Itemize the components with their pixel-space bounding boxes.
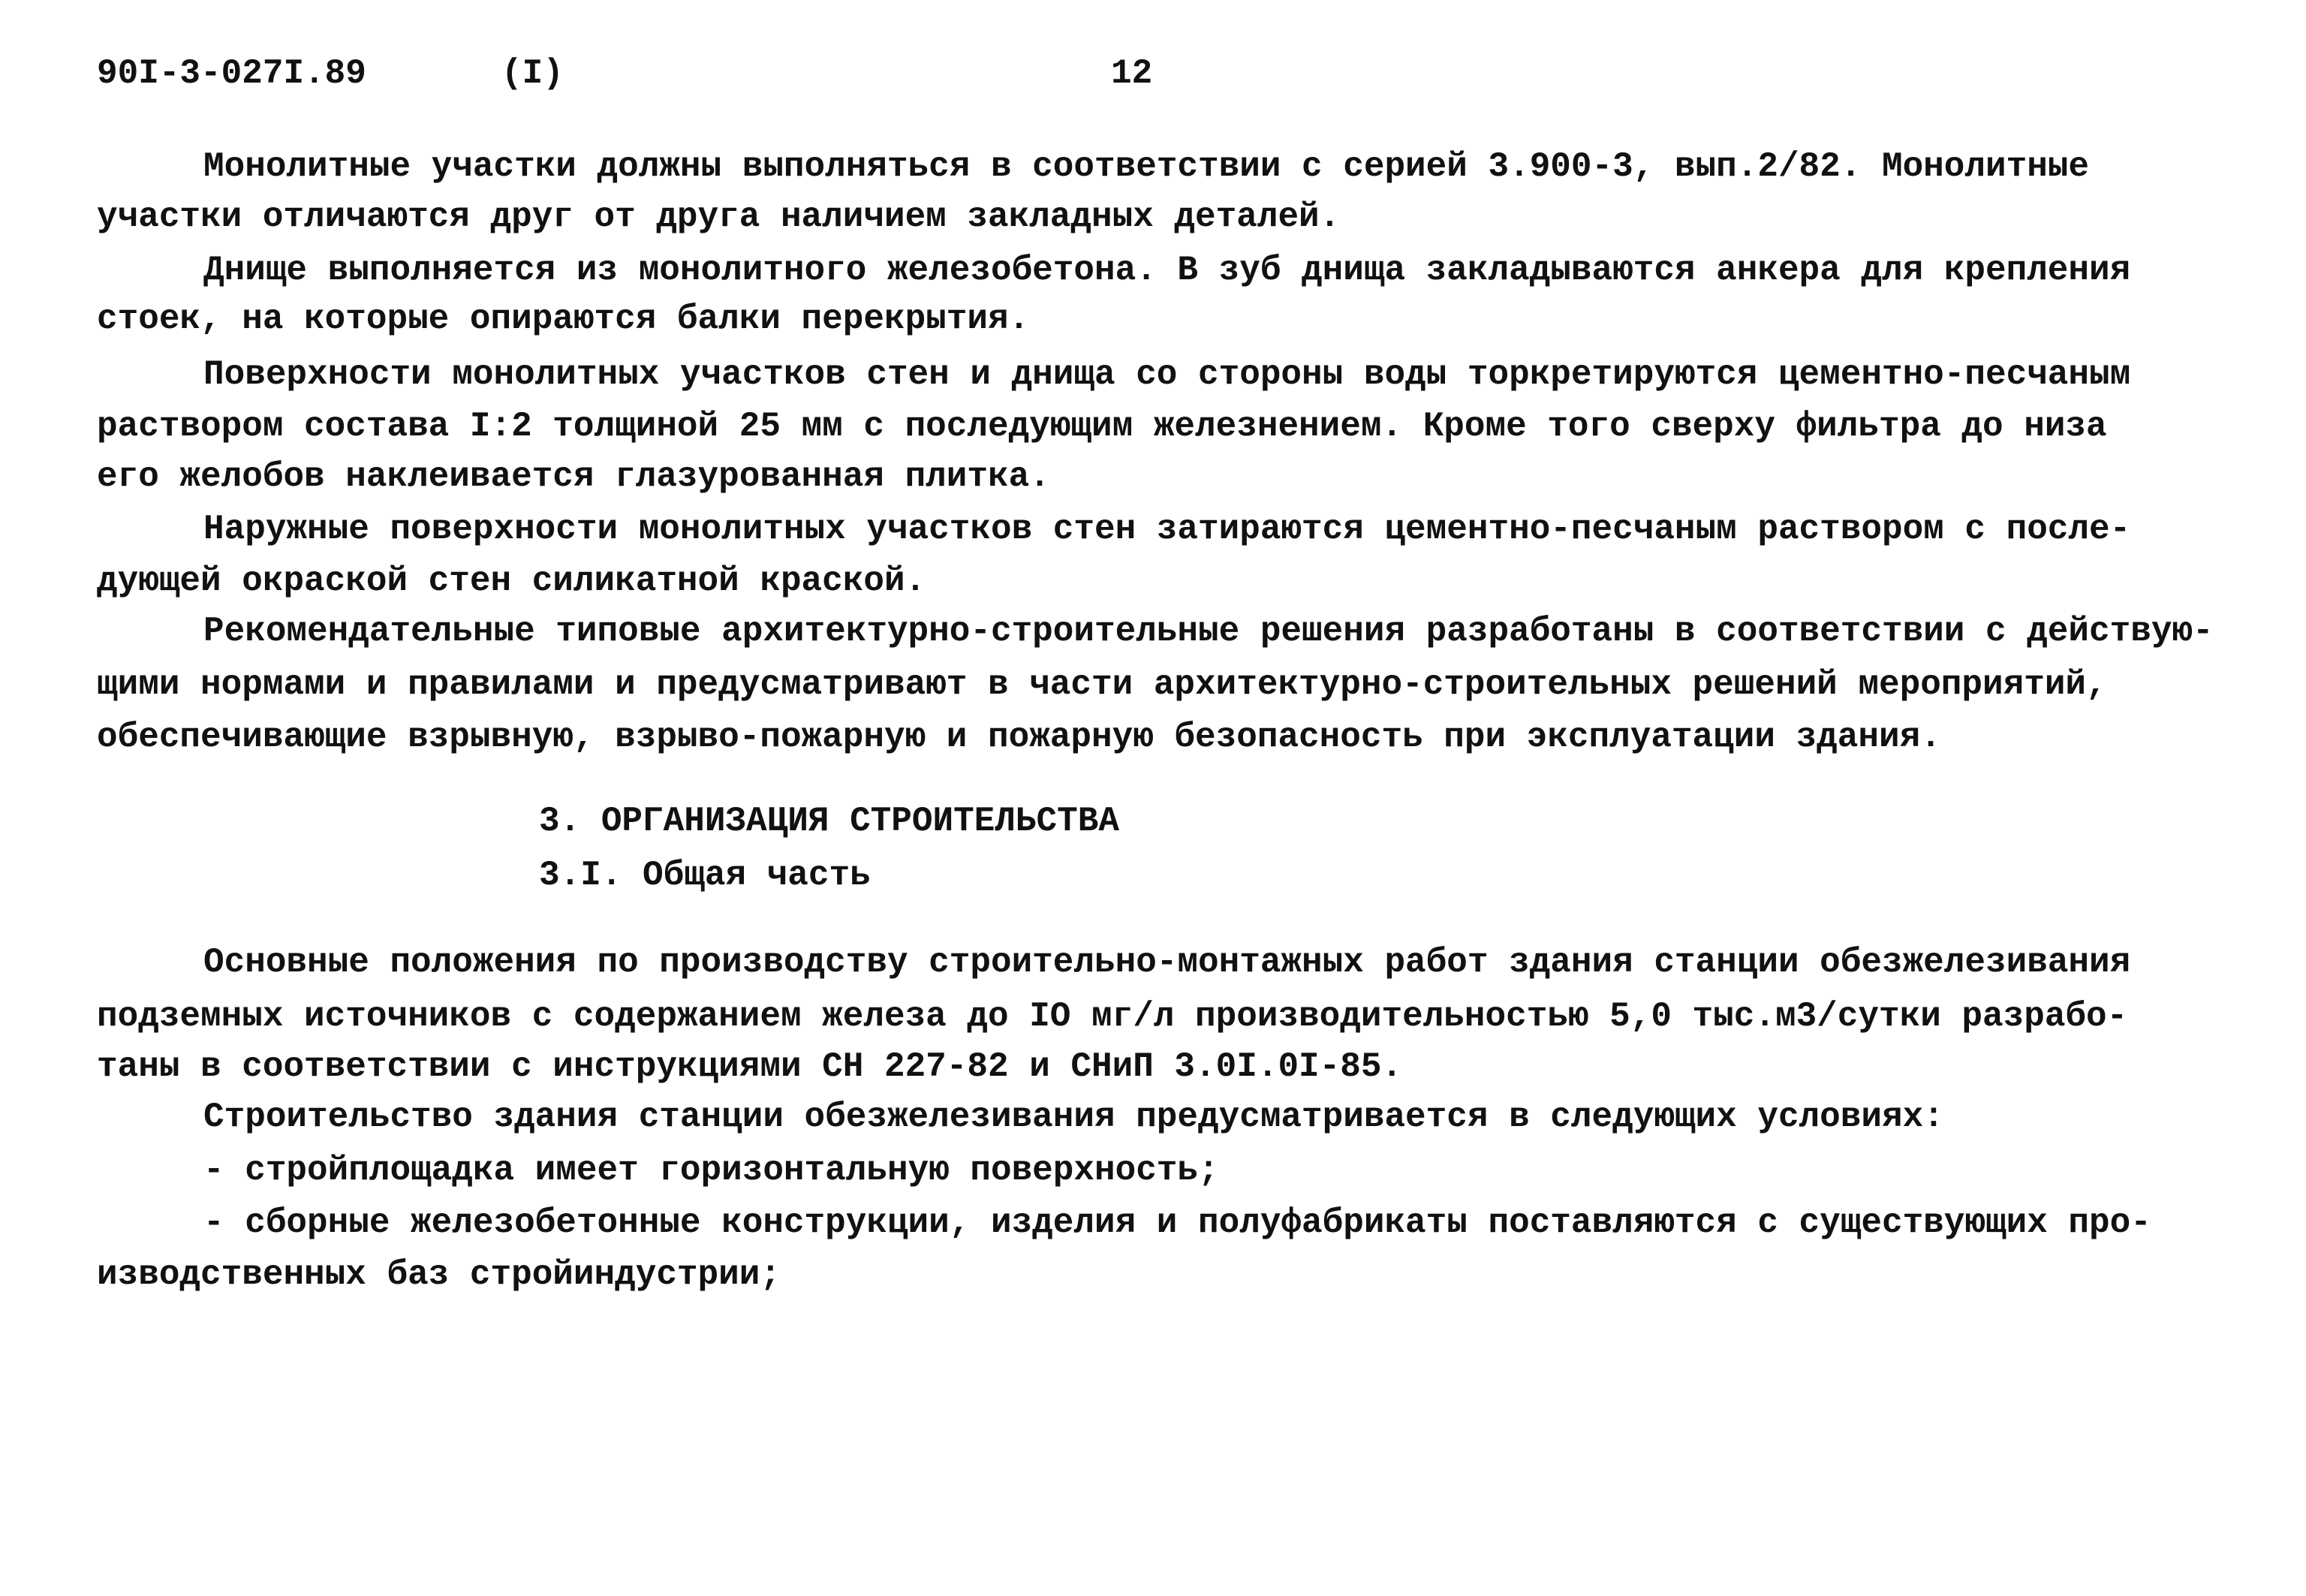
text-line: его желобов наклеивается глазурованная плитка.: [97, 457, 1050, 496]
list-item: - сборные железобетонные конструкции, изделия и полуфабрикаты поставляются с существующих про-: [203, 1203, 2151, 1242]
text-line: раствором состава I:2 толщиной 25 мм с последующим железнением. Кроме того сверху фильтра до низа: [97, 407, 2107, 446]
text-line: Строительство здания станции обезжелезивания предусматривается в следующих условиях:: [203, 1098, 1944, 1137]
text-line: Днище выполняется из монолитного железобетона. В зуб днища закладываются анкера для крепления: [203, 251, 2131, 290]
section-title: 3. ОРГАНИЗАЦИЯ СТРОИТЕЛЬСТВА: [539, 802, 1119, 841]
text-line: Поверхности монолитных участков стен и днища со стороны воды торкретируются цементно-песчаным: [203, 355, 2131, 394]
text-line: подземных источников с содержанием железа до IO мг/л производительностью 5,0 тыс.м3/сутки разрабо-: [97, 997, 2128, 1036]
text-line: Рекомендательные типовые архитектурно-строительные решения разработаны в соответствии с действую-: [203, 612, 2214, 651]
text-line: изводственных баз стройиндустрии;: [97, 1255, 781, 1294]
text-line: стоек, на которые опираются балки перекрытия.: [97, 300, 1030, 339]
list-item: - стройплощадка имеет горизонтальную поверхность;: [203, 1151, 1219, 1190]
text-line: Монолитные участки должны выполняться в соответствии с серией 3.900-3, вып.2/82. Монолитные: [203, 147, 2090, 186]
text-line: Основные положения по производству строительно-монтажных работ здания станции обезжелезивания: [203, 943, 2131, 982]
sheet-number: (I): [501, 54, 564, 93]
document-code: 90I-3-027I.89: [97, 54, 366, 93]
text-line: обеспечивающие взрывную, взрыво-пожарную и пожарную безопасность при эксплуатации здания.: [97, 718, 1941, 757]
text-line: Наружные поверхности монолитных участков стен затираются цементно-песчаным раствором с после-: [203, 510, 2131, 549]
section-subtitle: 3.I. Общая часть: [539, 856, 871, 895]
text-line: участки отличаются друг от друга наличием закладных деталей.: [97, 197, 1341, 236]
page-number: 12: [1111, 54, 1153, 93]
text-line: таны в соответствии с инструкциями СН 227-82 и СНиП 3.0I.0I-85.: [97, 1047, 1403, 1086]
text-line: дующей окраской стен силикатной краской.: [97, 562, 926, 601]
text-line: щими нормами и правилами и предусматривают в части архитектурно-строительных решений мероприятий,: [97, 665, 2107, 704]
